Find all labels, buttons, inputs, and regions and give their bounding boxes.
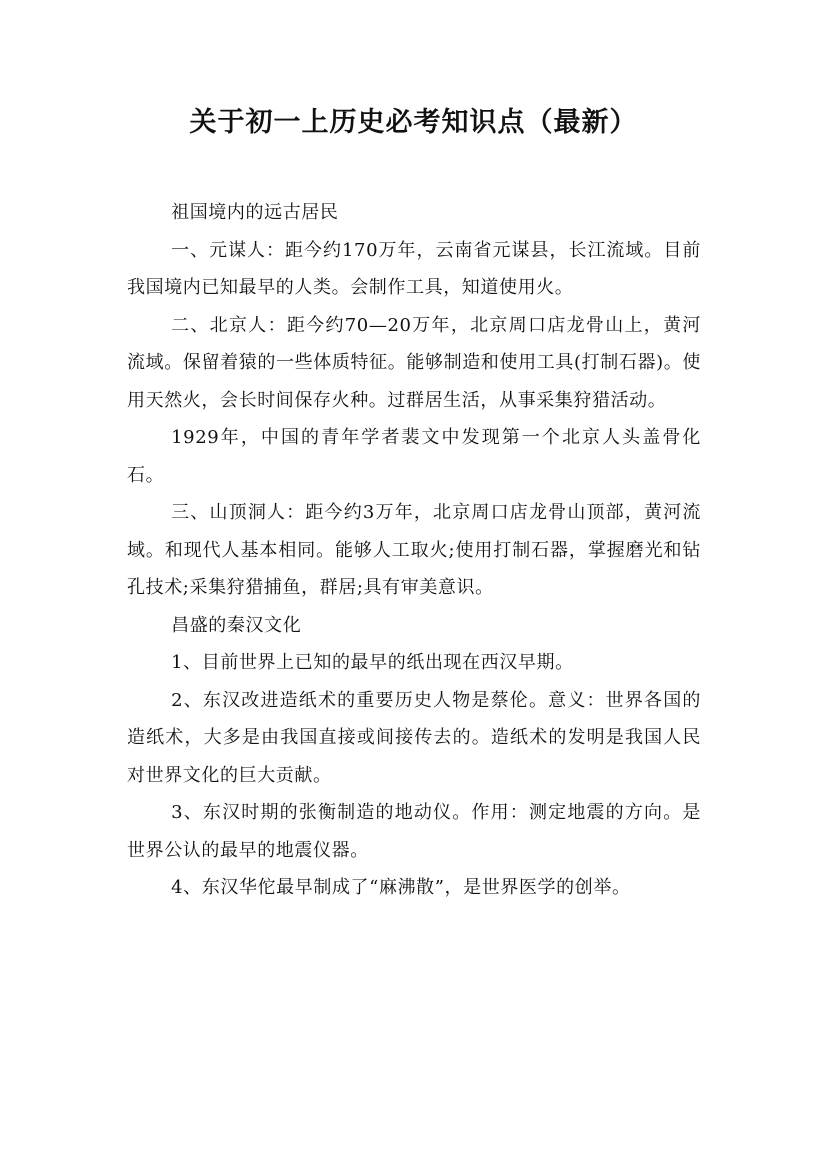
paragraph-zhang-heng: 3、东汉时期的张衡制造的地动仪。作用：测定地震的方向。是世界公认的最早的地震仪器。 <box>127 802 701 861</box>
paragraph-upper-cave-man: 三、山顶洞人：距今约3万年，北京周口店龙骨山顶部，黄河流域。和现代人基本相同。能够人工取火;使用打制石器，掌握磨光和钻孔技术;采集狩猎捕鱼，群居;具有审美意识。 <box>127 502 701 598</box>
paragraph-skull-discovery: 1929年，中国的青年学者裴文中发现第一个北京人头盖骨化石。 <box>127 427 701 486</box>
paragraph-cai-lun: 2、东汉改进造纸术的重要历史人物是蔡伦。意义：世界各国的造纸术，大多是由我国直接或间接传去的。造纸术的发明是我国人民对世界文化的巨大贡献。 <box>127 689 701 786</box>
section-heading-prehistoric: 祖国境内的远古居民 <box>171 202 339 223</box>
section-heading-qin-han: 昌盛的秦汉文化 <box>171 614 302 636</box>
paragraph-peking-man: 二、北京人：距今约70—20万年，北京周口店龙骨山上，黄河流域。保留着猿的一些体质特征。能够制造和使用工具(打制石器)。使用天然火，会长时间保存火种。过群居生活，从事采集狩猎活动。 <box>127 314 701 411</box>
document-body <box>127 194 701 907</box>
paragraph-yuanmou-man: 一、元谋人：距今约170万年，云南省元谋县，长江流域。目前我国境内已知最早的人类。会制作工具，知道使用火。 <box>127 239 701 298</box>
paragraph-earliest-paper: 1、目前世界上已知的最早的纸出现在西汉早期。 <box>171 652 574 673</box>
paragraph-hua-tuo: 4、东汉华佗最早制成了“麻沸散”，是世界医学的创举。 <box>171 877 631 898</box>
document-title: 关于初一上历史必考知识点（最新） <box>189 107 638 138</box>
